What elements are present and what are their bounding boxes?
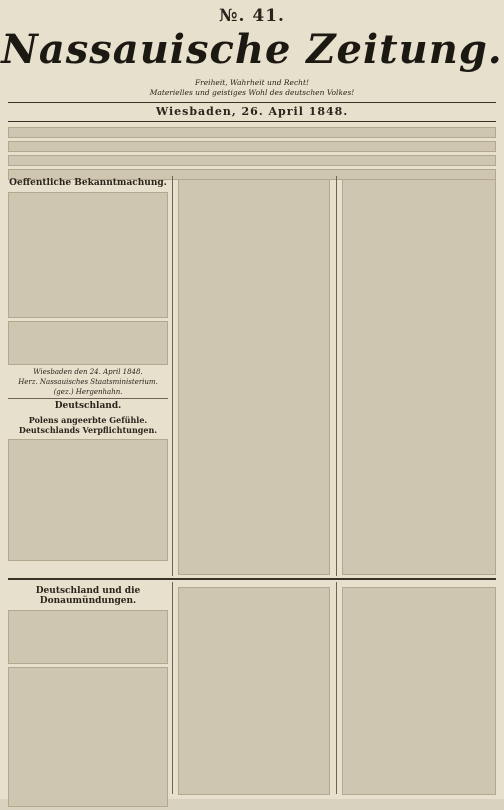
column-right: [342, 176, 496, 578]
section-subtitle: Polens angeerbte Gefühle. Deutschlands Verpflichtungen.: [18, 415, 158, 435]
article-text-placeholder: [178, 587, 330, 795]
column-bottom-middle: [178, 584, 330, 798]
section-title: Oeffentliche Bekanntmachung.: [9, 178, 167, 188]
article-text-placeholder: [342, 587, 496, 795]
dateline-bar: [8, 102, 496, 122]
article-text-placeholder: [8, 439, 168, 561]
column-divider: [336, 176, 337, 576]
text-line: [8, 141, 496, 152]
section-title: Deutschland und die Donaumündungen.: [35, 586, 141, 606]
issue-number: №. 41.: [219, 6, 285, 26]
masthead-title: Nassauische Zeitung.: [1, 26, 503, 73]
article-text-placeholder: [8, 321, 168, 365]
motto: [0, 78, 504, 98]
motto-line-1: Freiheit, Wahrheit und Recht!: [194, 78, 310, 87]
text-line: [8, 127, 496, 138]
column-divider: [172, 582, 173, 794]
motto-line-2: Materielles und geistiges Wohl des deutschen Volkes!: [149, 88, 355, 97]
signature-office: Herz. Nassauisches Staatsministerium.: [18, 378, 158, 386]
signature-name: (gez.) Hergenhahn.: [53, 388, 123, 396]
column-divider: [172, 176, 173, 576]
article-text-placeholder: [8, 610, 168, 664]
column-left: [8, 176, 168, 564]
signature-date: Wiesbaden den 24. April 1848.: [33, 368, 143, 376]
article-text-placeholder: [8, 192, 168, 318]
subscription-notice: [8, 124, 496, 183]
dateline: Wiesbaden, 26. April 1848.: [155, 105, 349, 118]
column-divider: [336, 582, 337, 794]
column-bottom-right: [342, 584, 496, 798]
article-text-placeholder: [8, 667, 168, 807]
article-text-placeholder: [178, 179, 330, 575]
section-rule: [8, 398, 168, 399]
section-title: Deutschland.: [54, 401, 122, 411]
article-text-placeholder: [342, 179, 496, 575]
column-middle: [178, 176, 330, 578]
column-bottom-left: [8, 584, 168, 810]
text-line: [8, 155, 496, 166]
horizontal-rule: [8, 578, 496, 580]
